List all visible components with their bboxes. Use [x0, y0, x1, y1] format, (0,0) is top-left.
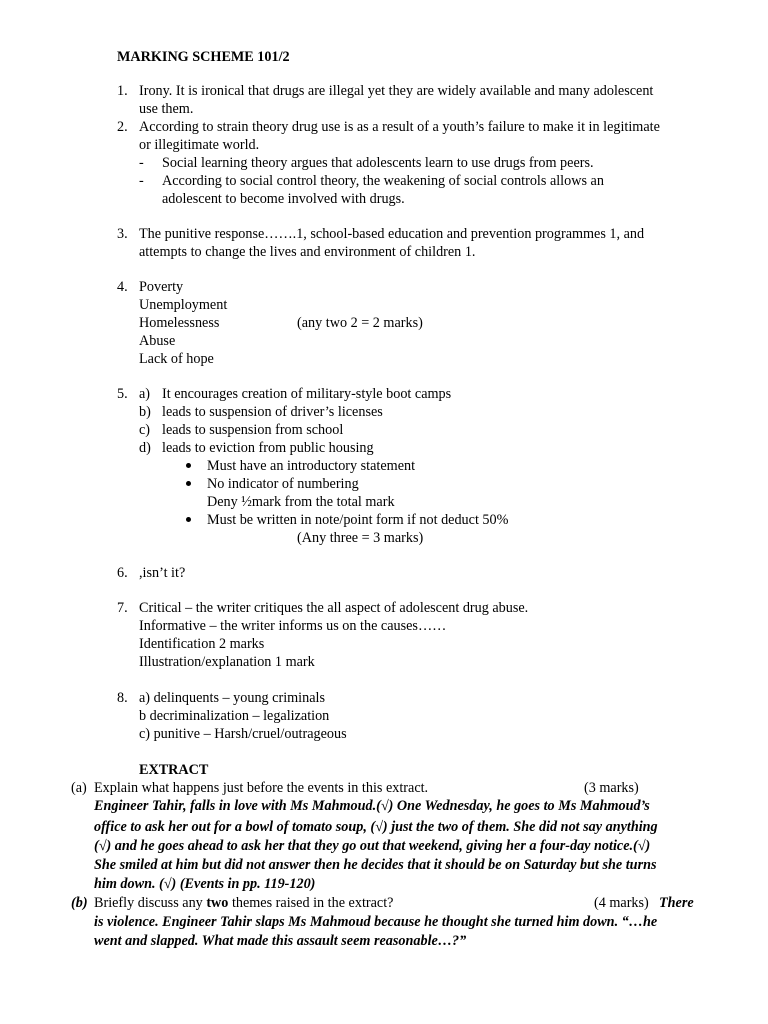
- q6-number: 6.: [117, 565, 128, 581]
- bullet-icon: [186, 481, 191, 486]
- q5-bullet-text: Must have an introductory statement: [207, 458, 416, 474]
- q5-bullet-text: Deny ½mark from the total mark: [207, 494, 395, 510]
- extract-a-answer-line: She smiled at him but did not answer then he decides that it should be on Saturday but she turns: [94, 857, 657, 873]
- q5-item-letter: b): [139, 404, 151, 420]
- q5-bullet-text: No indicator of numbering: [207, 476, 359, 492]
- extract-b-question-post: themes raised in the extract?: [228, 895, 394, 911]
- q4-item: Unemployment: [139, 297, 228, 313]
- q4-item: Homelessness: [139, 315, 220, 331]
- q4-item: Lack of hope: [139, 351, 214, 367]
- q7-number: 7.: [117, 600, 128, 616]
- bullet-icon: [186, 463, 191, 468]
- extract-b-marks: (4 marks): [594, 895, 649, 911]
- bullet-icon: [186, 517, 191, 522]
- q8-text-line3: c) punitive – Harsh/cruel/outrageous: [139, 726, 347, 742]
- q4-item: Abuse: [139, 333, 176, 349]
- q5-item-text: leads to suspension from school: [162, 422, 344, 438]
- q2-sub-1: Social learning theory argues that adolescents learn to use drugs from peers.: [162, 155, 594, 171]
- page-title: MARKING SCHEME 101/2: [117, 49, 290, 65]
- q2-text-line1: According to strain theory drug use is as a result of a youth’s failure to make it in legitimate: [139, 119, 660, 135]
- q7-text-line3: Identification 2 marks: [139, 636, 265, 652]
- extract-b-answer-start: There: [659, 895, 694, 911]
- q7-text-line1: Critical – the writer critiques the all aspect of adolescent drug abuse.: [139, 600, 529, 616]
- extract-a-question: Explain what happens just before the events in this extract.: [94, 780, 429, 796]
- q6-text: ,isn’t it?: [139, 565, 186, 581]
- q5-item-text: It encourages creation of military-style boot camps: [162, 386, 452, 402]
- extract-b-label: (b): [71, 895, 88, 911]
- q2-sub-2-line2: adolescent to become involved with drugs.: [162, 191, 405, 207]
- extract-a-marks: (3 marks): [584, 780, 639, 796]
- extract-heading: EXTRACT: [139, 762, 209, 778]
- extract-a-answer-line: office to ask her out for a bowl of tomato soup, (√) just the two of them. She did not say anything: [94, 819, 658, 835]
- q5-item-text: leads to eviction from public housing: [162, 440, 374, 456]
- q7-text-line4: Illustration/explanation 1 mark: [139, 654, 315, 670]
- q2-sub-2-line1: According to social control theory, the weakening of social controls allows an: [162, 173, 604, 189]
- q8-text-line2: b decriminalization – legalization: [139, 708, 330, 724]
- q3-text-line2: attempts to change the lives and environment of children 1.: [139, 244, 476, 260]
- q5-bullet-text: Must be written in note/point form if not deduct 50%: [207, 512, 509, 528]
- q8-number: 8.: [117, 690, 128, 706]
- q3-number: 3.: [117, 226, 128, 242]
- extract-a-answer-line: Engineer Tahir, falls in love with Ms Mahmoud.(√) One Wednesday, he goes to Ms Mahmoud’s: [94, 798, 650, 814]
- extract-a-answer-line: (√) and he goes ahead to ask her that they go out that weekend, giving her a four-day notice.(√): [94, 838, 651, 854]
- q2-text-line2: or illegitimate world.: [139, 137, 260, 153]
- q3-text-line1: The punitive response…….1, school-based education and prevention programmes 1, and: [139, 226, 645, 242]
- extract-b-answer-line: went and slapped. What made this assault seem reasonable…?”: [94, 933, 467, 949]
- extract-b-question: [94, 894, 393, 912]
- q4-marks-note: (any two 2 = 2 marks): [297, 315, 423, 331]
- q2-number: 2.: [117, 119, 128, 135]
- extract-b-question-pre: Briefly discuss any: [94, 895, 207, 911]
- q5-item-letter: d): [139, 440, 151, 456]
- q5-item-letter: a): [139, 386, 151, 402]
- q8-text-line1: a) delinquents – young criminals: [139, 690, 325, 706]
- extract-a-answer-line: him down. (√) (Events in pp. 119-120): [94, 876, 316, 892]
- q7-text-line2: Informative – the writer informs us on the causes……: [139, 618, 447, 634]
- q4-item: Poverty: [139, 279, 184, 295]
- q1-text-line1: Irony. It is ironical that drugs are illegal yet they are widely available and many adolescent: [139, 83, 654, 99]
- q4-number: 4.: [117, 279, 128, 295]
- q5-marks-note: (Any three = 3 marks): [297, 530, 424, 546]
- extract-a-label: (a): [71, 780, 87, 796]
- q5-item-text: leads to suspension of driver’s licenses: [162, 404, 383, 420]
- q2-dash-1: -: [139, 155, 144, 171]
- q1-text-line2: use them.: [139, 101, 194, 117]
- q5-number: 5.: [117, 386, 128, 402]
- q2-dash-2: -: [139, 173, 144, 189]
- q1-number: 1.: [117, 83, 128, 99]
- q5-item-letter: c): [139, 422, 151, 438]
- extract-b-question-bold: two: [206, 895, 229, 911]
- extract-b-answer-line: is violence. Engineer Tahir slaps Ms Mahmoud because he thought she turned him down. “…he: [94, 914, 658, 930]
